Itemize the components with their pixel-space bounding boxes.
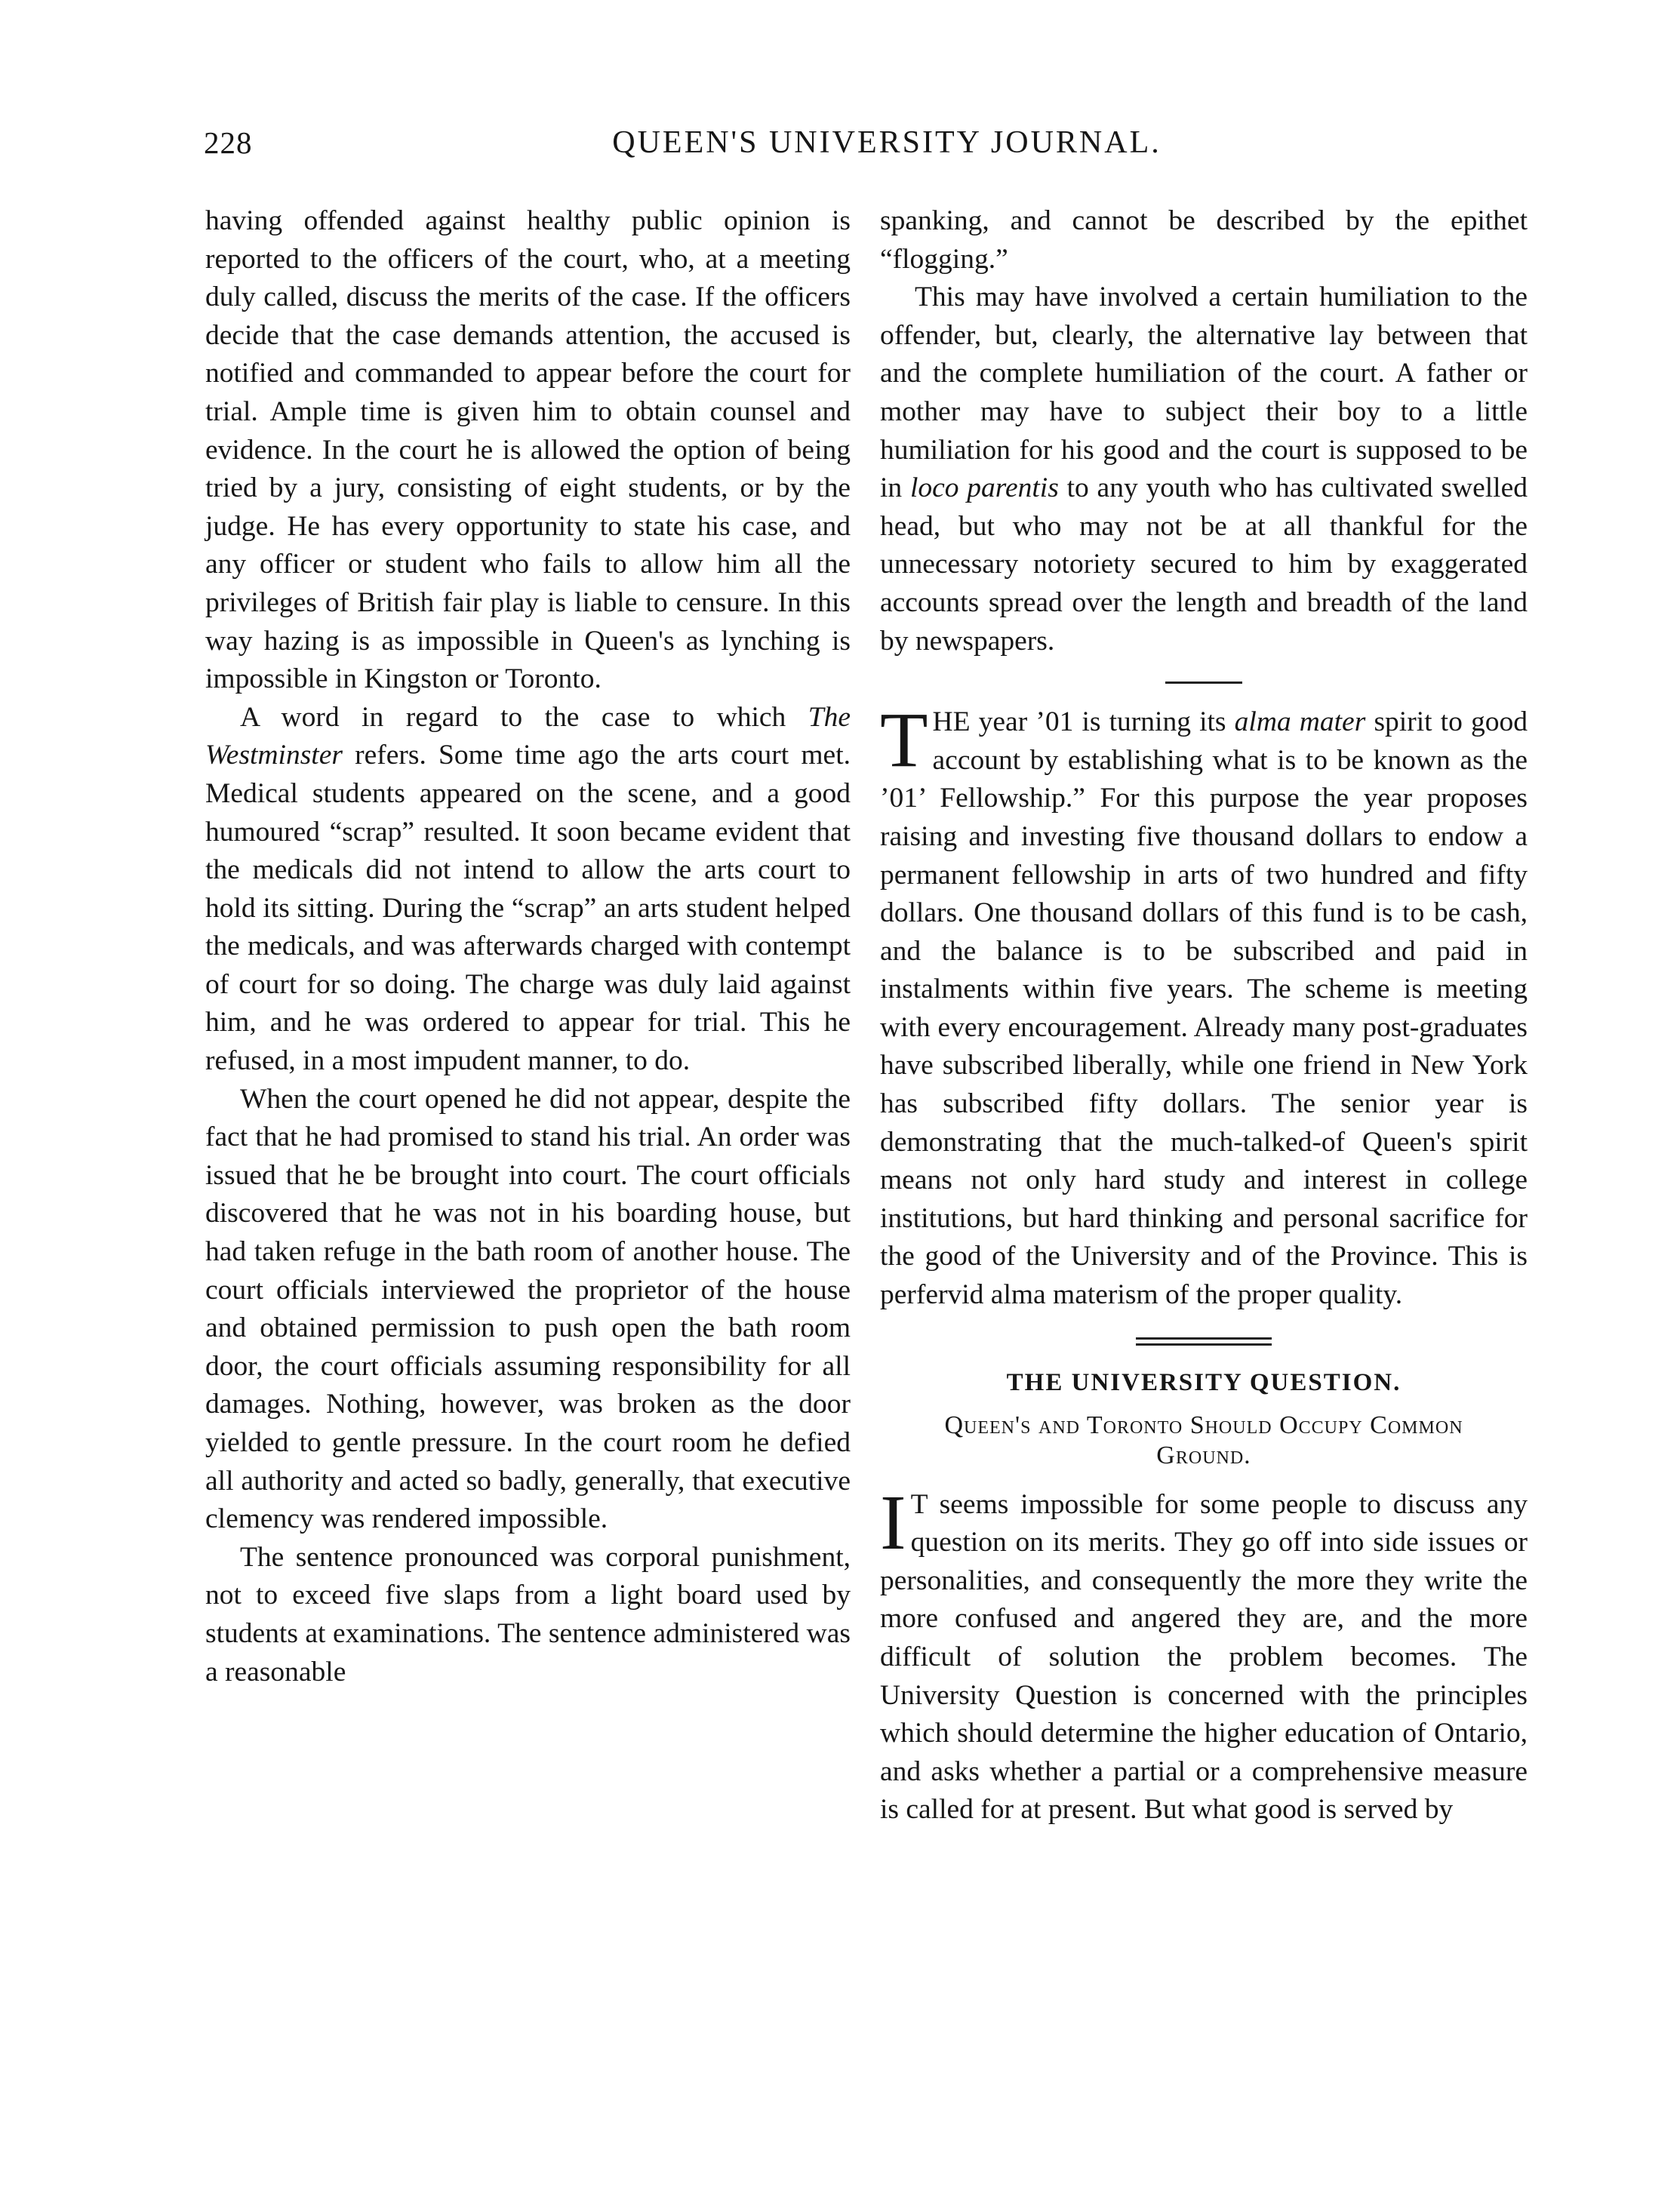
paragraph: The sentence pronounced was corporal punishment, not to exceed five slaps from a light board used by students at examinations. The sentence administered was a reasonable [205, 1541, 851, 1688]
paragraph: When the court opened he did not appear, despite the fact that he had promised to stand his trial. An order was issued that he be brought into court. The court officials discovered that he was not in his boarding house, but had taken refuge in the bath room of another house. The court officials interviewed the proprietor of the house and obtained permission to push open the bath room door, the court officials assuming responsibility for all damages. Nothing, however, was broken as the door yielded to gentle pressure. In the court room he defied all authority and acted so badly, generally, that executive clemency was rendered impossible. [205, 1083, 851, 1535]
paragraph-text: refers. Some time ago the arts court met. Medical students appeared on the scene, and a good humoured “scrap” resulted. It soon became evident that the medicals did not intend to allow the arts court to hold its sitting. During the “scrap” an arts student helped the medicals, and was afterwards charged with contempt of court for so doing. The charge was duly laid against him, and he was ordered to appear for trial. This he refused, in a most impudent manner, to do. [205, 740, 851, 1077]
right-column [880, 202, 1528, 1829]
paragraph-text: T seems impossible for some people to discuss any question on its merits. They go off into side issues or personalities, and consequently the more they write the more confused and angered they are, and the more difficult of solution the problem becomes. The University Question is concerned with the principles which should determine the higher education of Ontario, and asks whether a partial or a comprehensive measure is called for at present. But what good is served by [880, 1488, 1528, 1826]
question-paragraph [880, 1478, 1528, 1829]
paragraph-text: A word in regard to the case to which [240, 701, 808, 733]
paragraph [205, 699, 851, 1081]
double-rule-divider [1136, 1337, 1272, 1346]
page-number: 228 [204, 125, 253, 160]
paragraph [880, 278, 1528, 660]
italic-phrase: loco parentis [909, 472, 1059, 504]
drop-cap: I [880, 1478, 906, 1566]
section-title: THE UNIVERSITY QUESTION. [1006, 1368, 1402, 1396]
italic-phrase: alma mater [1234, 706, 1366, 738]
paragraph-text: spirit to good account by establishing what is to be known as the ’01’ Fellowship.” For this purpose the year proposes raising and investing five thousand dollars to endow a permanent fellowship in arts of two hundred and fifty dollars. One thousand dollars of this fund is to be cash, and the balance is to be subscribed and paid in instalments within five years. The scheme is meeting with every encouragement. Already many post-graduates have subscribed liberally, while one friend in New York has subscribed fifty dollars. The senior year is demonstrating that the much-talked-of Queen's spirit means not only hard study and interest in college institutions, but hard thinking and personal sacrifice for the good of the University and of the Province. This is perfervid alma materism of the proper quality. [880, 706, 1528, 1311]
section-divider [1165, 681, 1242, 684]
section-subtitle: Queen's and Toronto Should Occupy Common Ground. [944, 1411, 1463, 1469]
left-column [205, 202, 851, 1691]
drop-cap: T [880, 697, 928, 784]
paragraph-text: HE year ’01 is turning its [932, 706, 1235, 738]
paragraph: spanking, and cannot be described by the epithet “flogging.” [880, 205, 1528, 275]
fellowship-paragraph [880, 697, 1528, 1315]
italic-title: The Westminster [205, 701, 851, 771]
running-title: QUEEN'S UNIVERSITY JOURNAL. [612, 125, 1162, 160]
paragraph-text: This may have involved a certain humiliation to the offender, but, clearly, the alternative lay between that and the complete humiliation of the court. A father or mother may have to subject their boy to a little humiliation for his good and the court is supposed to be in [880, 282, 1528, 504]
page-header [204, 125, 1525, 170]
paragraph-text: to any youth who has cultivated swelled head, but who may not be at all thankful for the unnecessary notoriety secured to him by exaggerated accounts spread over the length and breadth of the land by newspapers. [880, 472, 1528, 657]
paragraph: having offended against healthy public opinion is reported to the officers of the court, who, at a meeting duly called, discuss the merits of the case. If the officers decide that the case demands attention, the accused is notified and commanded to appear before the court for trial. Ample time is given him to obtain counsel and evidence. In the court he is allowed the option of being tried by a jury, consisting of eight students, or by the judge. He has every opportunity to state his case, and any officer or student who fails to allow him all the privileges of British fair play is liable to censure. In this way hazing is as impossible in Queen's as lynching is impossible in Kingston or Toronto. [205, 205, 851, 695]
